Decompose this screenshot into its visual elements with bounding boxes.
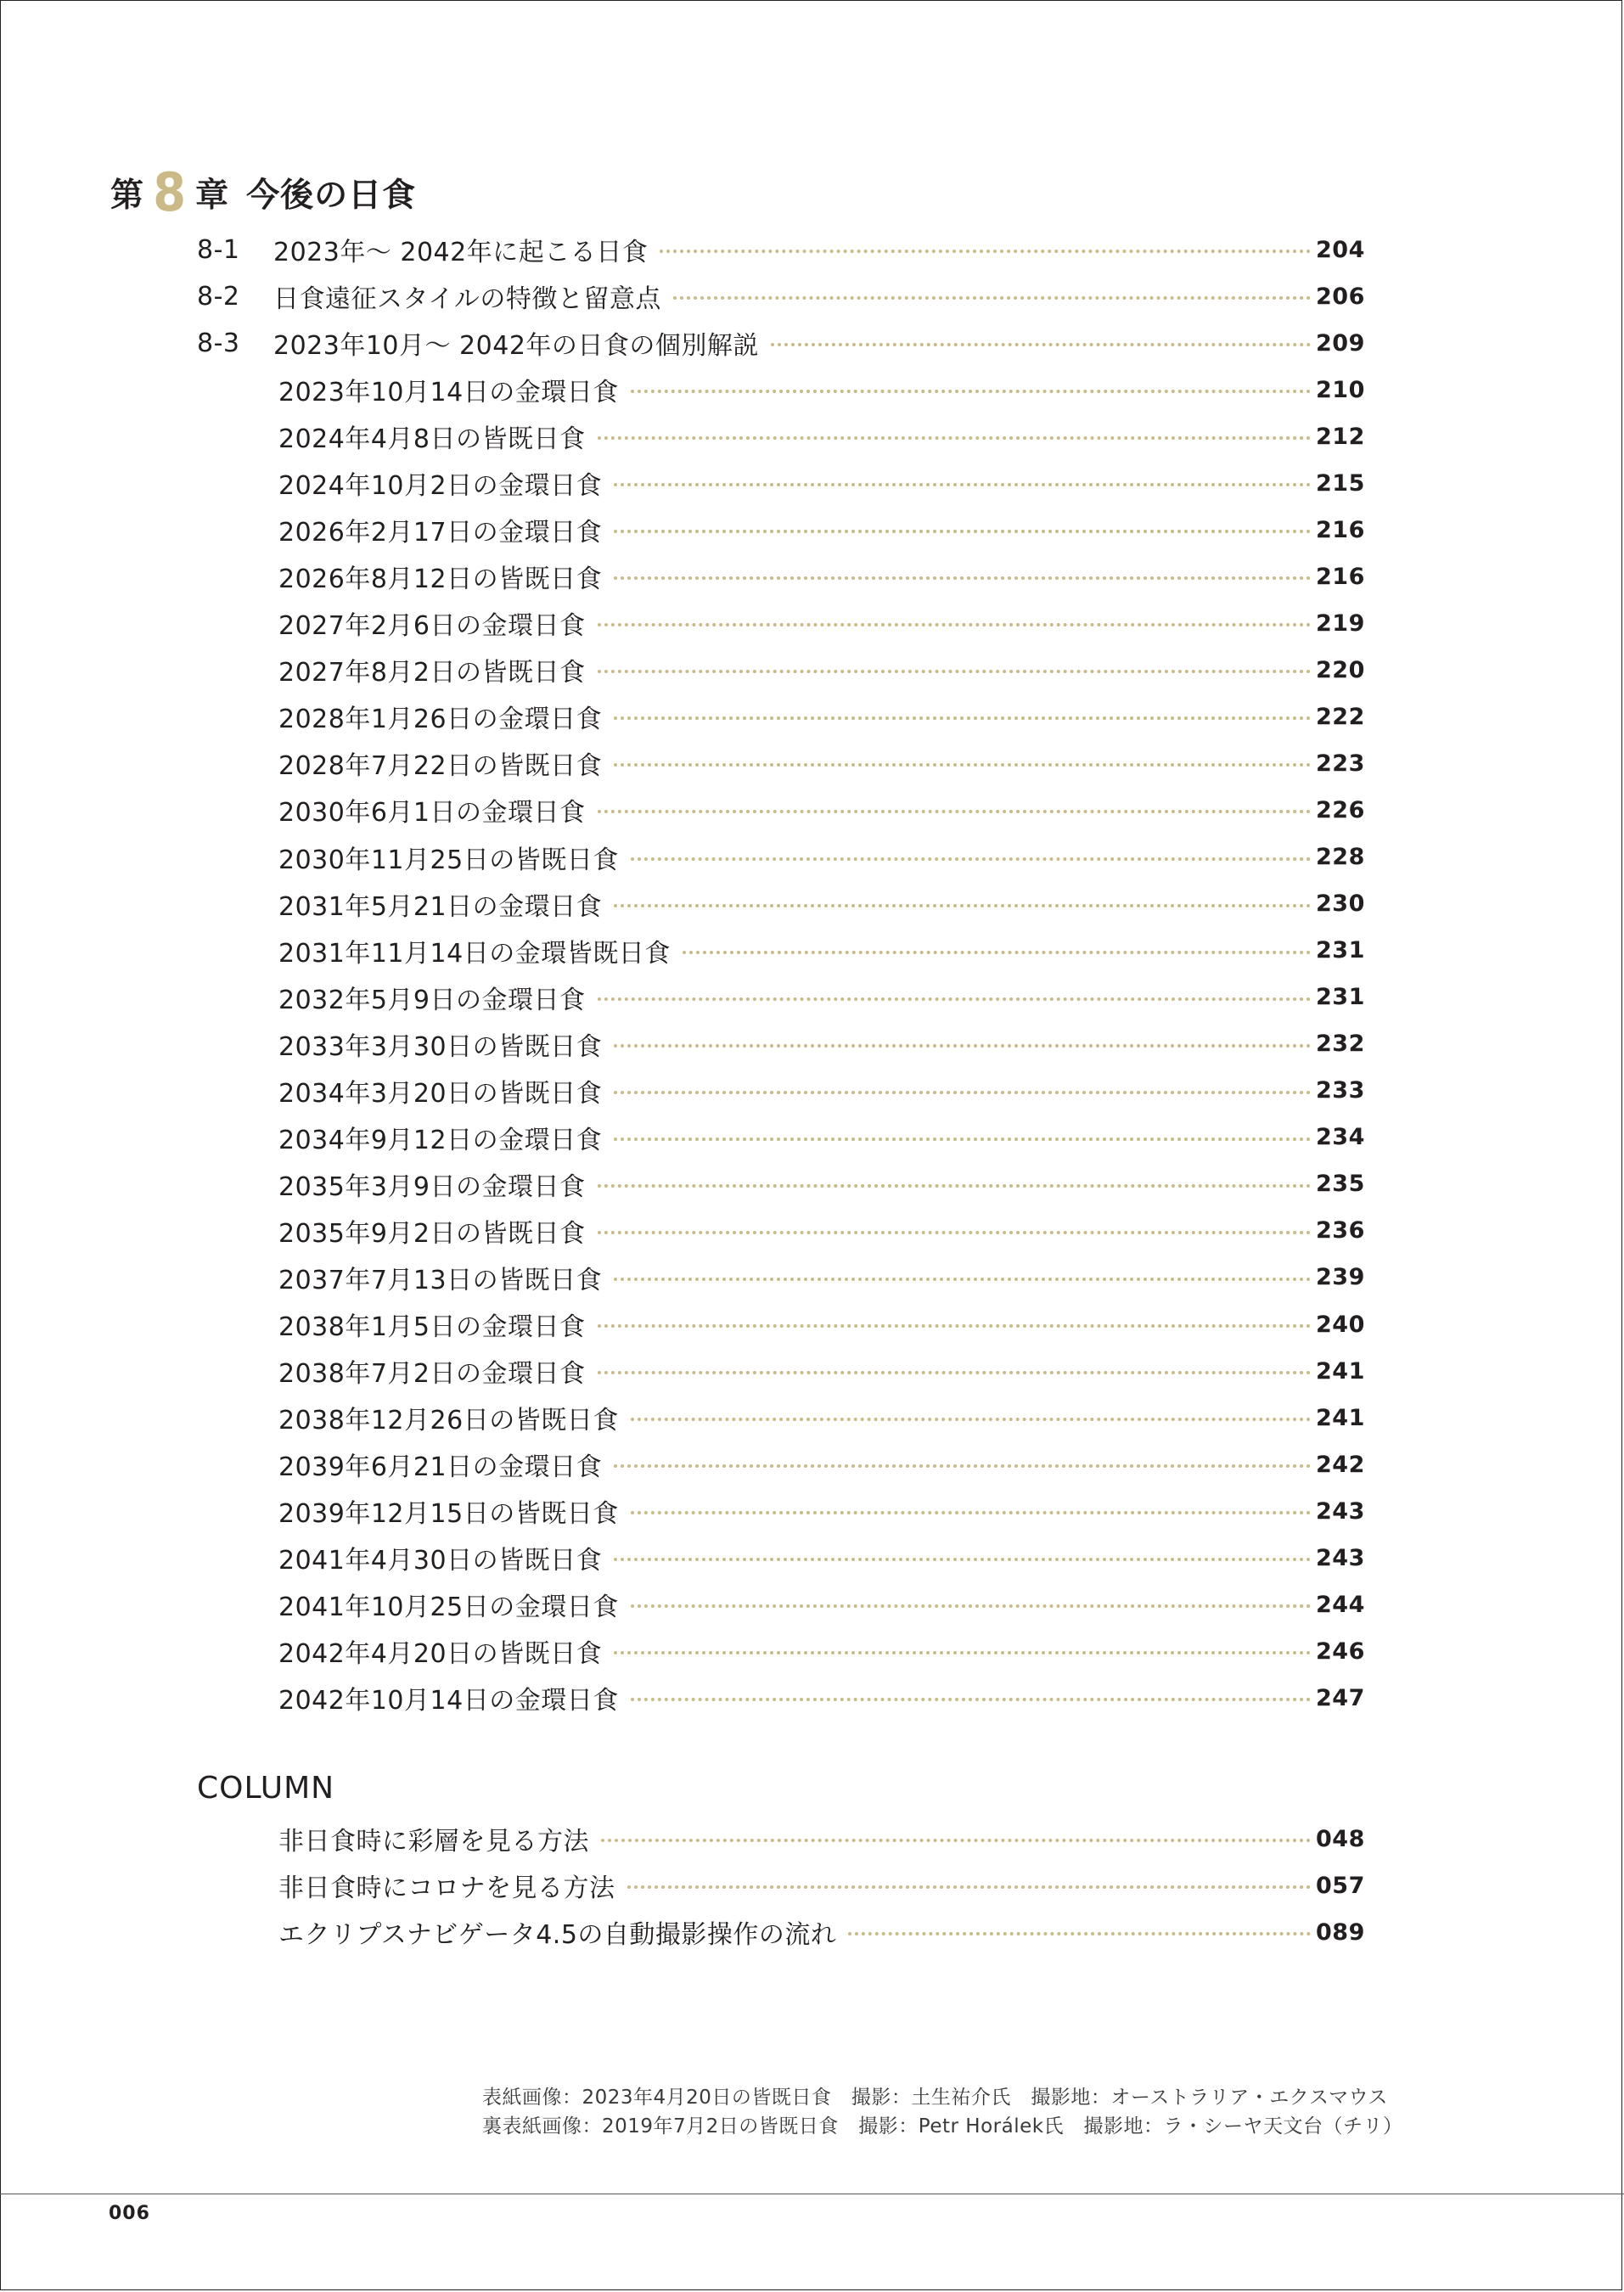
toc-entry-row[interactable] (278, 790, 1365, 829)
dot-leader (598, 997, 1311, 1001)
toc-entry-row[interactable] (278, 1445, 1365, 1484)
dot-leader (614, 1138, 1311, 1141)
dot-leader (598, 1371, 1311, 1374)
toc-title: 2030年6月1日の金環日食 (278, 798, 586, 829)
toc-title: 2023年10月～ 2042年の日食の個別解説 (273, 331, 759, 362)
dot-leader (614, 1278, 1311, 1281)
dot-leader (598, 1324, 1311, 1328)
dot-leader (771, 343, 1311, 346)
toc-page-number: 210 (1316, 376, 1365, 403)
toc-page-number: 233 (1316, 1077, 1365, 1104)
toc-title: 2028年7月22日の皆既日食 (278, 751, 603, 782)
toc-section-row[interactable] (197, 230, 1365, 269)
dot-leader (627, 1885, 1312, 1889)
dot-leader (598, 1184, 1311, 1188)
toc-entry-row[interactable] (278, 697, 1365, 736)
toc-page-number: 241 (1316, 1404, 1365, 1431)
toc-entry-row[interactable] (278, 557, 1365, 596)
toc-title: 2041年4月30日の皆既日食 (278, 1546, 603, 1576)
toc-page-number: 204 (1316, 236, 1365, 263)
cover-caption: 表紙画像：2023年4月20日の皆既日食 撮影：土生祐介氏 撮影地：オーストラリア・エクスマウス (482, 2087, 1388, 2109)
toc-entry-row[interactable] (278, 1632, 1365, 1671)
chapter-prefix: 第 (110, 177, 145, 215)
toc-title: 2035年9月2日の皆既日食 (278, 1218, 586, 1249)
toc-title: 2042年10月14日の金環日食 (278, 1686, 619, 1716)
toc-page-number: 243 (1316, 1497, 1365, 1525)
toc-page-number: 235 (1316, 1171, 1365, 1198)
toc-entry-row[interactable] (278, 1211, 1365, 1250)
dot-leader (683, 951, 1311, 954)
toc-page-number: 212 (1316, 423, 1365, 450)
toc-entry-row[interactable] (278, 1071, 1365, 1110)
dot-leader (631, 390, 1311, 393)
toc-entry-row[interactable] (278, 1305, 1365, 1344)
dot-leader (614, 1091, 1311, 1094)
toc-page-number: 226 (1316, 796, 1365, 823)
toc-entry-row[interactable] (278, 1538, 1365, 1577)
toc-entry-row[interactable] (278, 1165, 1365, 1204)
dot-leader (598, 670, 1311, 673)
dot-leader (598, 623, 1311, 626)
dot-leader (631, 1698, 1311, 1701)
dot-leader (848, 1932, 1311, 1935)
toc-entry-row[interactable] (278, 370, 1365, 409)
toc-page-number: 222 (1316, 703, 1365, 730)
toc-page-number: 220 (1316, 656, 1365, 683)
toc-title: 2024年10月2日の金環日食 (278, 471, 603, 502)
toc-title: 2038年12月26日の皆既日食 (278, 1406, 619, 1436)
toc-title: 2032年5月9日の金環日食 (278, 985, 586, 1015)
toc-title: 2030年11月25日の皆既日食 (278, 845, 619, 875)
section-number: 8-1 (197, 234, 240, 265)
toc-page-number: 246 (1316, 1638, 1365, 1665)
toc-page-number: 089 (1316, 1918, 1365, 1946)
toc-page-number: 243 (1316, 1544, 1365, 1571)
toc-entry-row[interactable] (278, 1025, 1365, 1064)
section-number: 8-3 (197, 328, 240, 358)
toc-title: 非日食時にコロナを見る方法 (278, 1873, 615, 1904)
dot-leader (660, 250, 1311, 253)
dot-leader (614, 1558, 1311, 1561)
dot-leader (598, 436, 1311, 440)
toc-entry-row[interactable] (278, 417, 1365, 456)
toc-title: 2031年11月14日の金環皆既日食 (278, 938, 671, 969)
toc-entry-row[interactable] (278, 931, 1365, 970)
toc-entry-row[interactable] (278, 1118, 1365, 1157)
toc-page-number: 209 (1316, 329, 1365, 357)
toc-entry-row[interactable] (278, 1491, 1365, 1531)
toc-page-number: 057 (1316, 1872, 1365, 1899)
dot-leader (631, 1418, 1311, 1421)
toc-entry-row[interactable] (278, 604, 1365, 643)
dot-leader (631, 857, 1311, 861)
dot-leader (614, 716, 1311, 720)
chapter-number: 8 (153, 161, 187, 223)
toc-title: 2038年1月5日の金環日食 (278, 1312, 586, 1342)
toc-page-number: 234 (1316, 1124, 1365, 1151)
dot-leader (631, 1511, 1311, 1514)
section-number: 8-2 (197, 281, 240, 312)
dot-leader (614, 576, 1311, 580)
toc-page-number: 239 (1316, 1264, 1365, 1291)
dot-leader (614, 483, 1311, 486)
column-heading: COLUMN (197, 1771, 335, 1806)
toc-page-number: 241 (1316, 1357, 1365, 1385)
dot-leader (598, 1231, 1311, 1234)
toc-title: 2039年12月15日の皆既日食 (278, 1499, 619, 1530)
toc-entry-row[interactable] (278, 1585, 1365, 1624)
toc-title: 日食遠征スタイルの特徴と留意点 (273, 284, 661, 315)
toc-title: 2031年5月21日の金環日食 (278, 891, 603, 922)
column-entry-row[interactable] (278, 1913, 1365, 1952)
toc-title: 2034年9月12日の金環日食 (278, 1125, 603, 1155)
toc-page-number: 223 (1316, 750, 1365, 777)
dot-leader (614, 1044, 1311, 1048)
toc-page-number: 231 (1316, 984, 1365, 1011)
toc-page-number: 048 (1316, 1825, 1365, 1852)
toc-entry-row[interactable] (278, 463, 1365, 503)
toc-page-number: 242 (1316, 1451, 1365, 1478)
toc-title: 2035年3月9日の金環日食 (278, 1171, 586, 1202)
toc-page-number: 244 (1316, 1591, 1365, 1618)
column-entry-row[interactable] (278, 1819, 1365, 1858)
toc-page-number: 216 (1316, 563, 1365, 590)
toc-title: 2024年4月8日の皆既日食 (278, 424, 586, 455)
toc-title: 非日食時に彩層を見る方法 (278, 1827, 589, 1857)
toc-entry-row[interactable] (278, 885, 1365, 924)
dot-leader (673, 296, 1311, 300)
toc-page-number: 232 (1316, 1031, 1365, 1058)
toc-title: エクリプスナビゲータ4.5の自動撮影操作の流れ (278, 1920, 837, 1951)
toc-title: 2027年2月6日の金環日食 (278, 611, 586, 642)
toc-entry-row[interactable] (278, 838, 1365, 877)
dot-leader (614, 763, 1311, 767)
toc-entry-row[interactable] (278, 1351, 1365, 1390)
toc-page-number: 240 (1316, 1311, 1365, 1338)
toc-title: 2026年8月12日の皆既日食 (278, 565, 603, 595)
toc-entry-row[interactable] (278, 1678, 1365, 1717)
dot-leader (601, 1839, 1311, 1842)
page-number: 006 (109, 2203, 150, 2224)
toc-page-number: 219 (1316, 610, 1365, 637)
toc-page-number: 231 (1316, 937, 1365, 964)
toc-page-number: 247 (1316, 1684, 1365, 1711)
dot-leader (598, 810, 1311, 813)
back-cover-caption: 裏表紙画像：2019年7月2日の皆既日食 撮影：Petr Horálek氏 撮影地：ラ・シーヤ天文台（チリ） (482, 2115, 1403, 2138)
dot-leader (631, 1604, 1311, 1608)
toc-section-row[interactable] (197, 323, 1365, 362)
toc-page-number: 236 (1316, 1217, 1365, 1244)
toc-title: 2028年1月26日の金環日食 (278, 705, 603, 735)
chapter-heading (110, 161, 417, 223)
toc-page-number: 215 (1316, 469, 1365, 497)
toc-entry-row[interactable] (278, 744, 1365, 783)
dot-leader (614, 904, 1311, 907)
toc-title: 2023年～ 2042年に起こる日食 (273, 238, 649, 267)
dot-leader (614, 530, 1311, 533)
toc-section-row[interactable] (197, 277, 1365, 316)
toc-title: 2037年7月13日の皆既日食 (278, 1265, 603, 1295)
dot-leader (614, 1464, 1311, 1468)
toc-entry-row[interactable] (278, 978, 1365, 1017)
toc-entry-row[interactable] (278, 510, 1365, 549)
chapter-suffix: 章 (195, 177, 230, 215)
toc-title: 2023年10月14日の金環日食 (278, 378, 619, 407)
toc-title: 2033年3月30日の皆既日食 (278, 1031, 603, 1062)
toc-title: 2042年4月20日の皆既日食 (278, 1639, 603, 1670)
toc-entry-row[interactable] (278, 650, 1365, 689)
column-entry-row[interactable] (278, 1866, 1365, 1905)
toc-title: 2034年3月20日の皆既日食 (278, 1078, 603, 1109)
toc-title: 2038年7月2日の金環日食 (278, 1359, 586, 1390)
chapter-title: 今後の日食 (246, 177, 417, 215)
toc-title: 2039年6月21日の金環日食 (278, 1452, 603, 1483)
toc-page-number: 230 (1316, 890, 1365, 918)
toc-title: 2041年10月25日の金環日食 (278, 1593, 619, 1623)
toc-title: 2027年8月2日の皆既日食 (278, 658, 586, 688)
toc-page-number: 216 (1316, 516, 1365, 543)
toc-page-number: 228 (1316, 844, 1365, 870)
toc-title: 2026年2月17日の金環日食 (278, 518, 603, 548)
toc-page-number: 206 (1316, 283, 1365, 310)
dot-leader (614, 1651, 1311, 1654)
toc-entry-row[interactable] (278, 1258, 1365, 1297)
toc-entry-row[interactable] (278, 1398, 1365, 1437)
